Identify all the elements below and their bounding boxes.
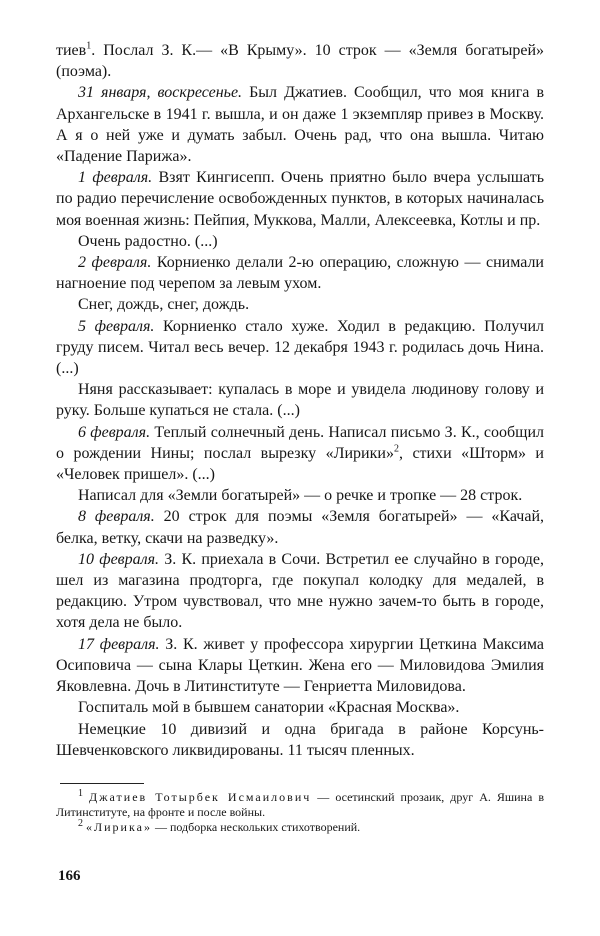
footnote-1: $^1$ Джатиев Тотырбек Исмаилович — осетинский прозаик, друг А. Яшина в Литинституте, на фронте и после войны. <box>56 787 544 819</box>
footnote-name: Джатиев Тотырбек Исмаилович <box>89 789 312 804</box>
page-number: 166 <box>58 868 81 884</box>
entry-date: 10 февраля. <box>78 550 160 568</box>
footnote-mark: 1 <box>78 787 83 799</box>
paragraph: Госпиталь мой в бывшем санатории «Красная Москва». <box>78 699 460 717</box>
diary-entry-feb-6: 6 февраля. Теплый солнечный день. Написал письмо З. К., сообщил о рождении Нины; послал вырезку «Лирики»$^2$, стихи «Шторм» и «Человек пришел». (...) <box>56 423 545 484</box>
entry-date: 6 февраля. <box>78 423 151 441</box>
footnote-name: «Лирика» <box>86 819 152 834</box>
diary-entry-feb-5: 5 февраля. Корниенко стало хуже. Ходил в редакцию. Получил груду писем. Читал весь вечер. 12 декабря 1943 г. родилась дочь Нина. (...) <box>56 317 544 378</box>
footnote-2: $^2$ «Лирика» — подборка нескольких стихотворений. <box>78 817 361 834</box>
paragraph: Снег, дождь, снег, дождь. <box>78 296 250 314</box>
paragraph: Немецкие 10 дивизий и одна бригада в районе Корсунь-Шевченковского ликвидированы. 11 тысяч пленных. <box>56 720 544 759</box>
entry-date: 5 февраля. <box>78 317 155 335</box>
diary-entry-jan-31: 31 января, воскресенье. Был Джатиев. Сообщил, что моя книга в Архангельске в 1941 г. вышла, и он даже 1 экземпляр привез в Москву. А я о ней уже и думать забыл. Очень рад, что она вышла. Читаю «Падение Парижа». <box>56 84 544 166</box>
footnote-ref-2: 2 <box>393 443 399 455</box>
footnotes <box>56 787 544 835</box>
footnote-mark: 2 <box>78 817 83 829</box>
diary-entry-feb-2: 2 февраля. Корниенко делали 2-ю операцию, сложную — снимали нагноение под черепом за левым ухом. <box>56 254 544 293</box>
paragraph-continuation: тиев$^1$. Послал З. К.— «В Крыму». 10 строк — «Земля богатырей» (поэма). <box>56 40 544 81</box>
diary-entry-feb-1: 1 февраля. Взят Кингисепп. Очень приятно было вчера услышать по радио перечисление освобожденных пунктов, в которых начиналась моя военная жизнь: Пейпия, Муккова, Малли, Алексеевка, Котлы и пр. <box>56 169 545 229</box>
diary-entry-feb-8: 8 февраля. 20 строк для поэмы «Земля богатырей» — «Качай, белка, ветку, скачи на разведку». <box>56 508 545 547</box>
footnote-divider <box>60 783 144 784</box>
diary-entry-feb-17: 17 февраля. З. К. живет у профессора хирургии Цеткина Максима Осиповича — сына Клары Цеткин. Жена его — Миловидова Эмилия Яковлевна. Дочь в Литинституте — Генриетта Миловидова. <box>56 635 545 696</box>
entry-date: 17 февраля. <box>78 635 160 653</box>
entry-date: 1 февраля. <box>78 169 153 187</box>
main-text <box>56 40 544 761</box>
paragraph: Очень радостно. (...) <box>78 232 218 250</box>
paragraph: Няня рассказывает: купалась в море и увидела людинову голову и руку. Больше купаться не стала. (...) <box>56 381 544 420</box>
paragraph: Написал для «Земли богатырей» — о речке и тропке — 28 строк. <box>78 487 523 505</box>
footnote-ref-1: 1 <box>86 40 92 52</box>
book-page <box>56 40 544 835</box>
entry-date: 31 января, воскресенье. <box>78 84 243 102</box>
entry-date: 2 февраля. <box>78 254 152 272</box>
diary-entry-feb-10: 10 февраля. З. К. приехала в Сочи. Встретил ее случайно в городе, шел из магазина продторга, где покупал колодку для медалей, в редакцию. Утром чувствовал, что мне нужно зачем-то быть в городе, хотя дела не было. <box>56 550 544 632</box>
entry-date: 8 февраля. <box>78 508 155 526</box>
